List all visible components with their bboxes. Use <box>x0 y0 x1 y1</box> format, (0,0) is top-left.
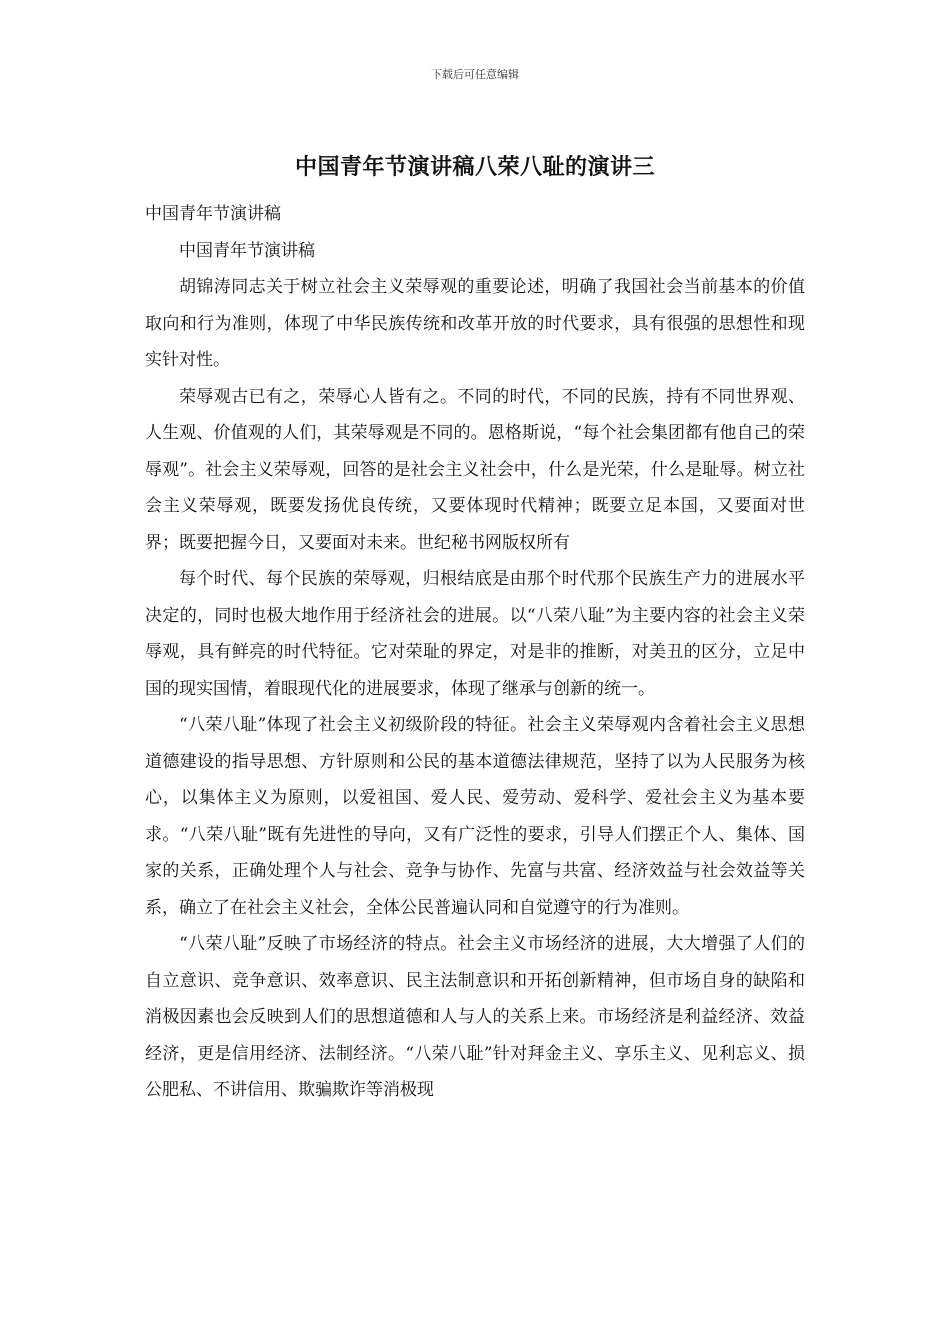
paragraph-5: 每个时代、每个民族的荣辱观，归根结底是由那个时代那个民族生产力的进展水平决定的，同时也极大地作用于经济社会的进展。以“八荣八耻”为主要内容的社会主义荣辱观，具有鲜亮的时代特征。它对荣耻的界定，对是非的推断，对美丑的区分，立足中国的现实国情，着眼现代化的进展要求，体现了继承与创新的统一。 <box>145 569 805 699</box>
paragraph-6: “八荣八耻”体现了社会主义初级阶段的特征。社会主义荣辱观内含着社会主义思想道德建设的指导思想、方针原则和公民的基本道德法律规范，坚持了以为人民服务为核心，以集体主义为原则，以爱祖国、爱人民、爱劳动、爱科学、爱社会主义为基本要求。“八荣八耻”既有先进性的导向，又有广泛性的要求，引导人们摆正个人、集体、国家的关系，正确处理个人与社会、竞争与协作、先富与共富、经济效益与社会效益等关系，确立了在社会主义社会，全体公民普遍认同和自觉遵守的行为准则。 <box>145 715 805 918</box>
paragraph-1: 中国青年节演讲稿 <box>145 204 281 224</box>
paragraph-2: 中国青年节演讲稿 <box>179 240 315 261</box>
document-title: 中国青年节演讲稿八荣八耻的演讲三 <box>294 154 655 180</box>
paragraph-4: 荣辱观古已有之，荣辱心人皆有之。不同的时代，不同的民族，持有不同世界观、人生观、价值观的人们，其荣辱观是不同的。恩格斯说，“每个社会集团都有他自己的荣辱观”。社会主义荣辱观，回答的是社会主义社会中，什么是光荣，什么是耻辱。树立社会主义荣辱观，既要发扬优良传统，又要体现时代精神；既要立足本国，又要面对世界；既要把握今日，又要面对未来。世纪秘书网版权所有 <box>145 386 805 553</box>
document-body <box>145 196 805 1109</box>
paragraph-7: “八荣八耻”反映了市场经济的特点。社会主义市场经济的进展，大大增强了人们的自立意识、竞争意识、效率意识、民主法制意识和开拓创新精神，但市场自身的缺陷和消极因素也会反映到人们的思想道德和人与人的关系上来。市场经济是利益经济、效益经济，更是信用经济、法制经济。“八荣八耻”针对拜金主义、享乐主义、见利忘义、损公肥私、不讲信用、欺骗欺诈等消极现 <box>145 934 805 1100</box>
paragraph-3: 胡锦涛同志关于树立社会主义荣辱观的重要论述，明确了我国社会当前基本的价值取向和行为准则，体现了中华民族传统和改革开放的时代要求，具有很强的思想性和现实针对性。 <box>145 277 805 370</box>
header-note: 下载后可任意编辑 <box>431 68 519 81</box>
